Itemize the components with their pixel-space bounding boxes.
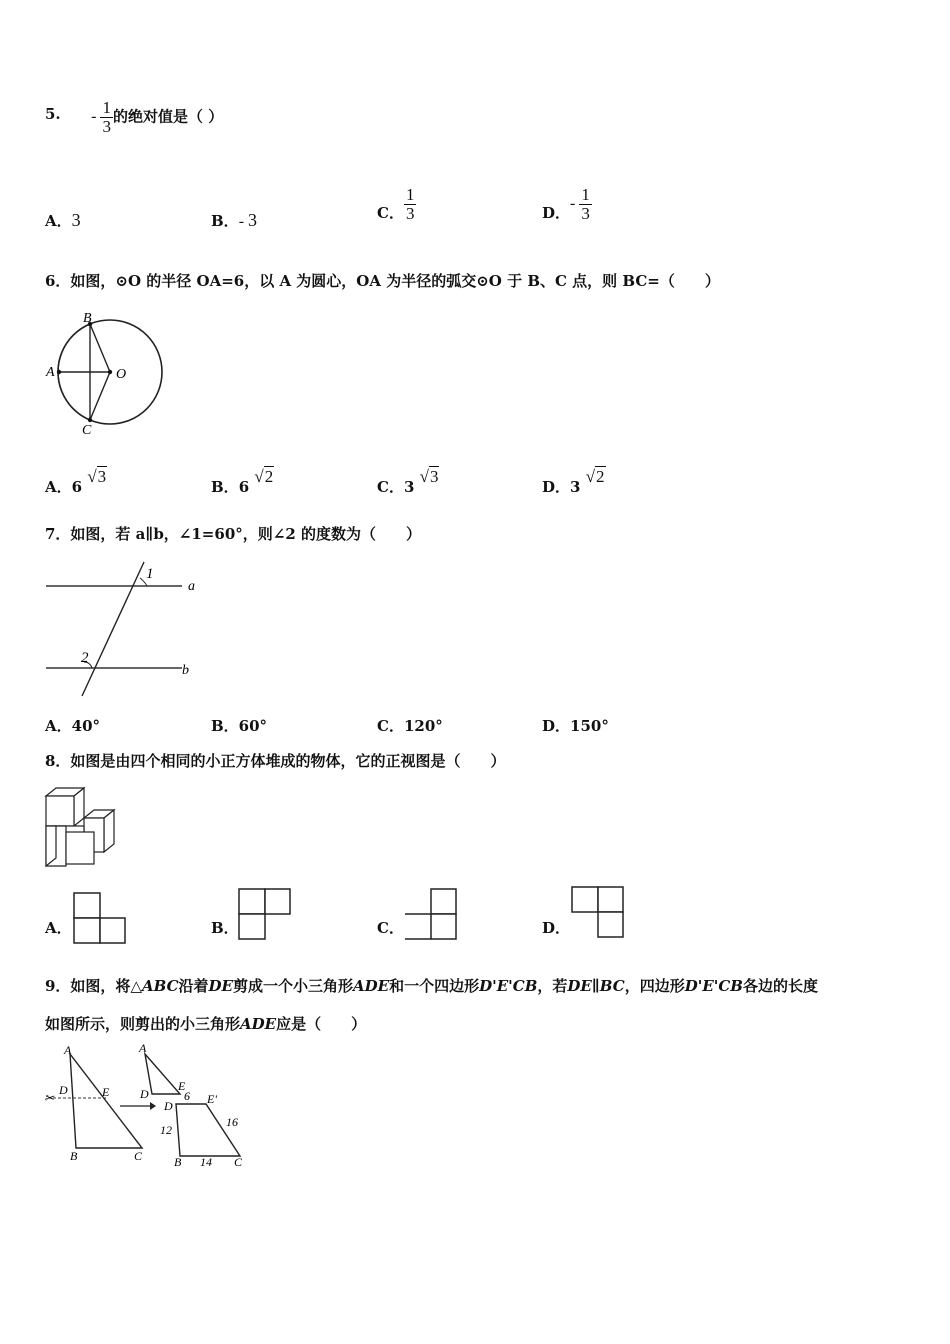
option-b[interactable] bbox=[211, 210, 257, 231]
option-label: A． bbox=[45, 212, 72, 230]
minus-sign: - bbox=[91, 108, 97, 126]
svg-text:D: D bbox=[140, 1087, 149, 1101]
option-d[interactable] bbox=[542, 186, 592, 223]
label-a: A bbox=[46, 365, 55, 380]
option-a-shape bbox=[73, 892, 127, 945]
question-8-text: 8．如图是由四个相同的小正方体堆成的物体，它的正视图是（ ） bbox=[45, 752, 506, 770]
sqrt: √3 bbox=[87, 467, 107, 486]
option-c[interactable]: C．3 √3 bbox=[377, 467, 439, 496]
question-number: 5. bbox=[45, 105, 61, 124]
svg-text:B: B bbox=[70, 1149, 78, 1163]
fraction: $\frac{1}{3}$ bbox=[102, 98, 111, 136]
option-value: 3 bbox=[248, 210, 258, 230]
question-5 bbox=[45, 99, 223, 136]
option-c-shape bbox=[404, 888, 458, 941]
option-b[interactable]: B．60° bbox=[211, 717, 268, 735]
parallel-lines-figure bbox=[44, 558, 204, 700]
svg-text:A: A bbox=[139, 1042, 147, 1055]
segment-ob bbox=[90, 324, 110, 372]
option-d-shape bbox=[571, 886, 625, 939]
option-value: 3 bbox=[71, 210, 81, 230]
triangle-abc bbox=[70, 1054, 142, 1148]
option-c[interactable] bbox=[377, 186, 416, 223]
sqrt: √3 bbox=[419, 467, 439, 486]
option-d[interactable]: D． bbox=[542, 919, 571, 937]
fraction: $\frac{1}{3}$ bbox=[581, 185, 590, 223]
option-a[interactable]: A．40° bbox=[45, 717, 101, 735]
svg-text:D: D bbox=[59, 1083, 68, 1097]
label-line-b: b bbox=[182, 663, 189, 678]
circle-figure bbox=[44, 308, 168, 440]
option-label: B． bbox=[211, 212, 239, 230]
question-6-text: 6．如图，⊙O 的半径 OA=6，以 A 为圆心，OA 为半径的弧交⊙O 于 B、C 点，则 BC=（ ） bbox=[45, 272, 720, 290]
option-label: C． bbox=[377, 204, 404, 223]
label-c: C bbox=[82, 423, 92, 438]
minus-sign: - bbox=[570, 195, 576, 213]
sqrt: √2 bbox=[585, 467, 605, 486]
segment-oc bbox=[90, 372, 110, 420]
option-c[interactable]: C． bbox=[377, 919, 404, 937]
option-a[interactable] bbox=[45, 210, 81, 231]
svg-text:16: 16 bbox=[226, 1115, 238, 1129]
option-c[interactable]: C．120° bbox=[377, 717, 443, 735]
quad-decb bbox=[176, 1104, 240, 1156]
minus-sign: - bbox=[238, 213, 245, 230]
svg-text:A: A bbox=[64, 1043, 72, 1057]
option-d[interactable]: D．3 √2 bbox=[542, 467, 605, 496]
svg-text:6: 6 bbox=[184, 1089, 190, 1103]
label-o: O bbox=[116, 367, 127, 382]
label-angle-1: 1 bbox=[146, 566, 154, 582]
option-b[interactable]: B．6 √2 bbox=[211, 467, 274, 496]
option-a[interactable]: A．6 √3 bbox=[45, 467, 107, 496]
option-a[interactable]: A． bbox=[45, 919, 72, 937]
svg-text:14: 14 bbox=[200, 1155, 212, 1168]
svg-text:B: B bbox=[174, 1155, 182, 1168]
label-angle-2: 2 bbox=[81, 650, 89, 666]
svg-text:D: D bbox=[164, 1099, 173, 1113]
cube-stack-figure bbox=[44, 786, 118, 868]
triangle-cut-figure bbox=[44, 1042, 250, 1168]
svg-text:E: E bbox=[102, 1085, 110, 1099]
label-line-a: a bbox=[188, 579, 195, 594]
question-7-text: 7．如图，若 a∥b，∠1=60°，则∠2 的度数为（ ） bbox=[45, 525, 421, 543]
option-b[interactable]: B． bbox=[211, 919, 239, 937]
svg-text:E: E bbox=[178, 1079, 186, 1093]
svg-text:C: C bbox=[234, 1155, 243, 1168]
option-b-shape bbox=[238, 888, 292, 941]
svg-text:12: 12 bbox=[160, 1123, 172, 1137]
scissors-icon: ✂ bbox=[44, 1091, 55, 1105]
fraction: $\frac{1}{3}$ bbox=[405, 185, 415, 223]
option-d[interactable]: D．150° bbox=[542, 717, 609, 735]
transversal bbox=[82, 562, 144, 696]
option-label: D． bbox=[542, 204, 571, 223]
label-b: B bbox=[83, 311, 92, 326]
question-9-line-1: 9．如图，将△ABC沿着DE剪成一个小三角形ADE和一个四边形D'E'CB，若DE∥BC，四边形D'E'CB各边的长度 bbox=[45, 977, 818, 995]
question-9-line-2: 如图所示，则剪出的小三角形ADE应是（ ） bbox=[45, 1015, 367, 1033]
sqrt: √2 bbox=[254, 467, 274, 486]
svg-text:E': E' bbox=[207, 1092, 217, 1106]
question-text: 的绝对值是（ ） bbox=[112, 107, 224, 126]
triangle-ade bbox=[145, 1054, 180, 1094]
svg-text:C: C bbox=[134, 1149, 143, 1163]
